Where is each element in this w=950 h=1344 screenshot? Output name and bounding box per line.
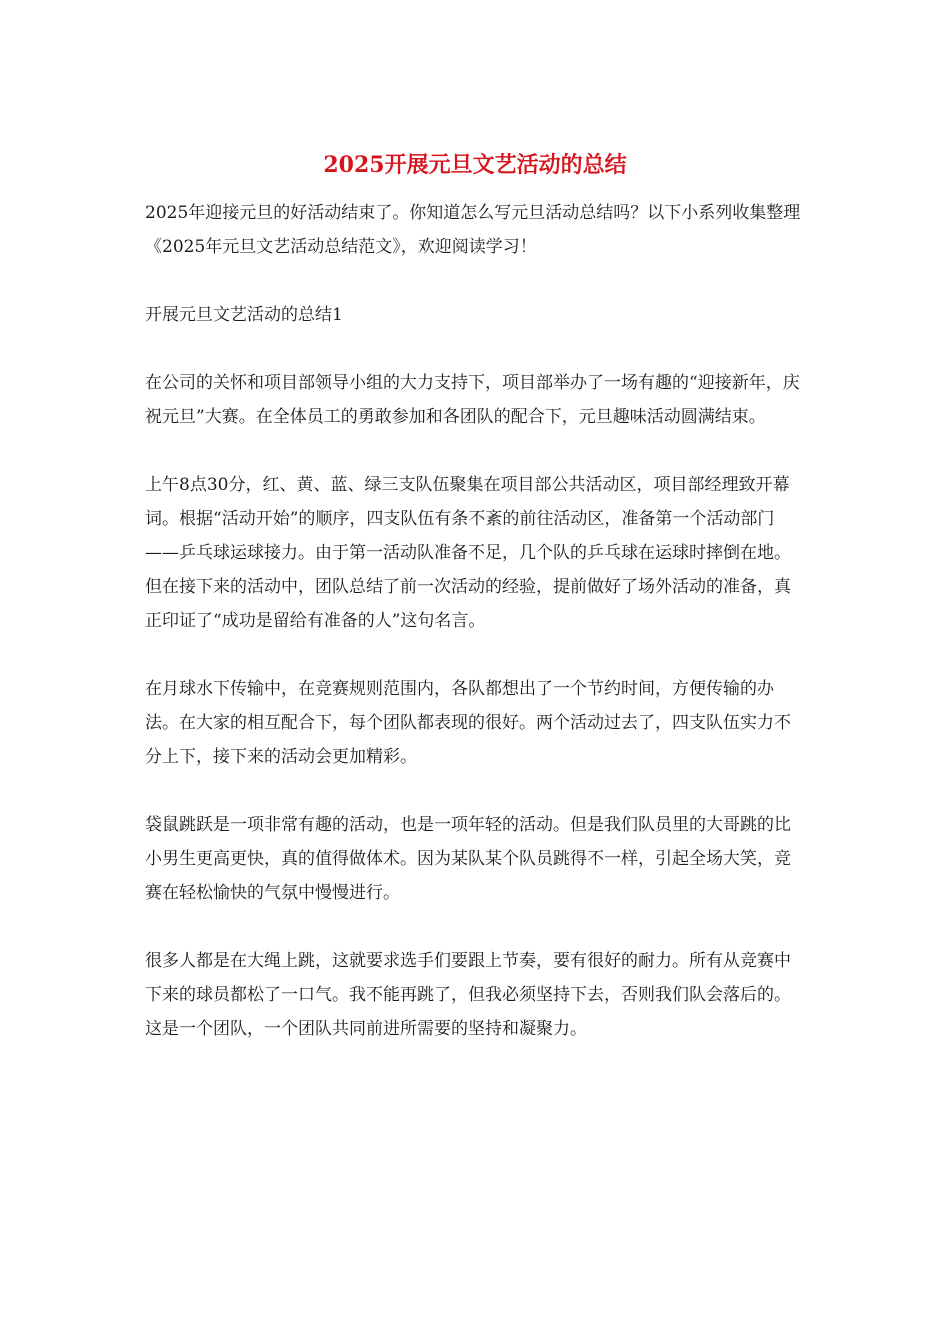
body-paragraph: 袋鼠跳跃是一项非常有趣的活动，也是一项年轻的活动。但是我们队员里的大哥跳的比小男生更高更快，真的值得做体术。因为某队某个队员跳得不一样，引起全场大笑，竞赛在轻松愉快的气氛中慢慢进行。 (145, 815, 791, 903)
body-paragraph: 在月球水下传输中，在竞赛规则范围内，各队都想出了一个节约时间，方便传输的办法。在大家的相互配合下，每个团队都表现的很好。两个活动过去了，四支队伍实力不分上下，接下来的活动会更加精彩。 (145, 679, 791, 767)
body-paragraph: 上午8点30分，红、黄、蓝、绿三支队伍聚集在项目部公共活动区，项目部经理致开幕词。根据“活动开始”的顺序，四支队伍有条不紊的前往活动区，准备第一个活动部门——乒乓球运球接力。由于第一活动队准备不足，几个队的乒乓球在运球时摔倒在地。但在接下来的活动中，团队总结了前一次活动的经验，提前做好了场外活动的准备，真正印证了“成功是留给有准备的人”这句名言。 (145, 475, 791, 631)
intro-paragraph: 2025年迎接元旦的好活动结束了。你知道怎么写元旦活动总结吗？以下小系列收集整理《2025年元旦文艺活动总结范文》，欢迎阅读学习！ (145, 203, 801, 257)
document-title: 2025开展元旦文艺活动的总结 (323, 152, 627, 178)
document-body (145, 196, 805, 1080)
section-heading: 开展元旦文艺活动的总结1 (145, 305, 343, 325)
body-paragraph: 很多人都是在大绳上跳，这就要求选手们要跟上节奏，要有很好的耐力。所有从竞赛中下来的球员都松了一口气。我不能再跳了，但我必须坚持下去，否则我们队会落后的。这是一个团队，一个团队共同前进所需要的坚持和凝聚力。 (145, 951, 791, 1039)
body-paragraph: 在公司的关怀和项目部领导小组的大力支持下，项目部举办了一场有趣的“迎接新年，庆祝元旦”大赛。在全体员工的勇敢参加和各团队的配合下，元旦趣味活动圆满结束。 (145, 373, 800, 427)
